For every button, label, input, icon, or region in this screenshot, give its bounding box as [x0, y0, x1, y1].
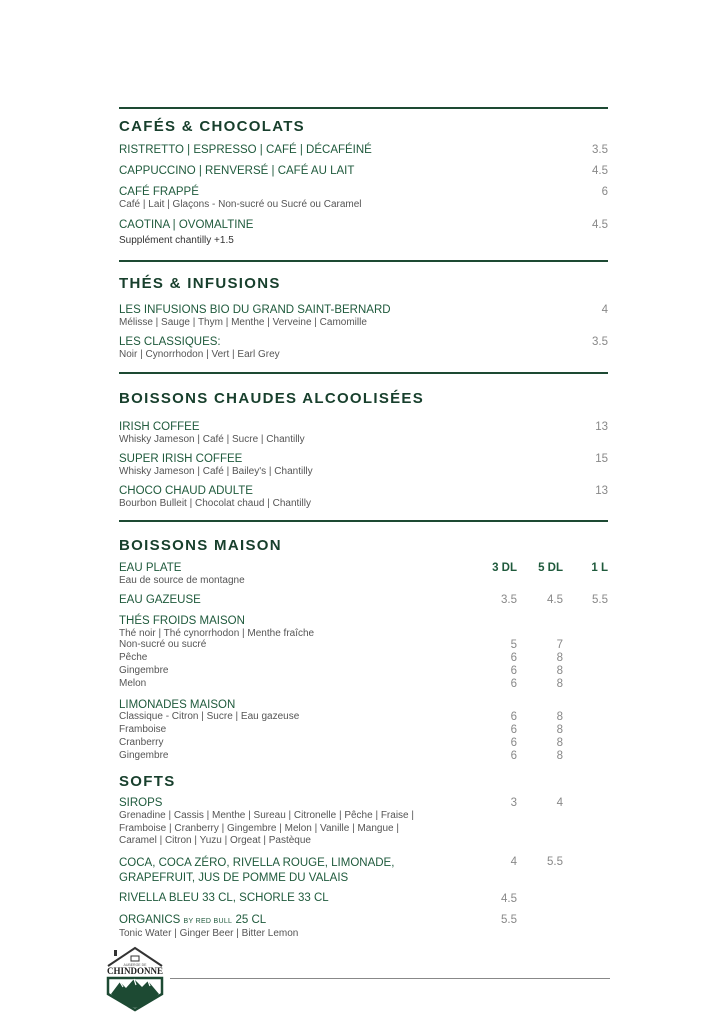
price-line [119, 737, 608, 750]
item-description: Framboise | Cranberry | Gingembre | Melon | Vanille | Mangue | [119, 822, 399, 834]
item-price: 6 [510, 665, 517, 677]
section-divider [119, 520, 608, 522]
item-price: 4 [556, 797, 563, 809]
line-label: Melon [119, 678, 147, 689]
item-price: 3.5 [501, 594, 517, 606]
item-name: LIMONADES MAISON [119, 699, 236, 711]
item-price: 15 [595, 453, 608, 465]
item-price: 6 [601, 186, 608, 198]
menu-item [119, 615, 608, 641]
menu-item [119, 304, 608, 330]
item-price: 6 [510, 652, 517, 664]
item-name: CAFÉ FRAPPÉ [119, 186, 199, 198]
menu-item [119, 421, 608, 447]
item-name: CAOTINA | OVOMALTINE [119, 219, 254, 231]
item-name: COCA, COCA ZÉRO, RIVELLA ROUGE, LIMONADE, [119, 857, 395, 869]
item-description: Caramel | Citron | Yuzu | Orgeat | Pastèque [119, 835, 311, 847]
item-price: 13 [595, 485, 608, 497]
price-line [119, 724, 608, 737]
item-price: 8 [556, 711, 563, 723]
section-divider [119, 372, 608, 374]
item-description: Bourbon Bulleit | Chocolat chaud | Chantilly [119, 498, 311, 509]
menu-item [119, 186, 608, 212]
section-divider [119, 107, 608, 109]
section-title: SOFTS [119, 773, 176, 790]
section-title: THÉS & INFUSIONS [119, 275, 281, 292]
item-price: 5.5 [501, 914, 517, 926]
price-line [119, 711, 608, 724]
chindonne-logo [102, 944, 168, 1014]
item-name [119, 914, 608, 928]
item-price: 3.5 [592, 336, 608, 348]
item-price: 5.5 [547, 856, 563, 868]
menu-item [119, 562, 608, 588]
item-price: 8 [556, 652, 563, 664]
item-name: SUPER IRISH COFFEE [119, 453, 243, 465]
footer-divider [170, 978, 610, 979]
item-name: EAU PLATE [119, 562, 182, 574]
line-label: Gingembre [119, 665, 169, 676]
item-price: 8 [556, 724, 563, 736]
item-description: Supplément chantilly +1.5 [119, 235, 234, 246]
item-name: SIROPS [119, 797, 163, 809]
item-description: Whisky Jameson | Café | Bailey's | Chantilly [119, 466, 313, 477]
item-description: Tonic Water | Ginger Beer | Bitter Lemon [119, 928, 299, 939]
item-price: 6 [510, 737, 517, 749]
line-label: Framboise [119, 724, 167, 735]
menu-item [119, 856, 608, 886]
column-header-1l: 1 L [591, 562, 608, 574]
item-name-brand: BY RED BULL [183, 918, 233, 925]
price-line [119, 639, 608, 652]
item-price: 4.5 [592, 165, 608, 177]
item-name: LES CLASSIQUES: [119, 336, 221, 348]
item-price: 3.5 [592, 144, 608, 156]
item-price: 4 [510, 856, 517, 868]
item-price: 8 [556, 678, 563, 690]
item-description: Mélisse | Sauge | Thym | Menthe | Verveine | Camomille [119, 317, 367, 328]
price-line [119, 665, 608, 678]
item-price: 6 [510, 678, 517, 690]
menu-item [119, 144, 608, 157]
item-description: Noir | Cynorrhodon | Vert | Earl Grey [119, 349, 280, 360]
section-title: BOISSONS MAISON [119, 537, 282, 554]
price-line [119, 750, 608, 763]
item-description: Thé noir | Thé cynorrhodon | Menthe fraîche [119, 628, 315, 639]
item-price: 4.5 [592, 219, 608, 231]
line-label: Pêche [119, 652, 148, 663]
item-description: Café | Lait | Glaçons - Non-sucré ou Sucré ou Caramel [119, 199, 362, 210]
item-price: 5.5 [592, 594, 608, 606]
item-price: 6 [510, 724, 517, 736]
item-name: CHOCO CHAUD ADULTE [119, 485, 253, 497]
section-title: CAFÉS & CHOCOLATS [119, 118, 305, 135]
item-description: Whisky Jameson | Café | Sucre | Chantilly [119, 434, 305, 445]
section-title: BOISSONS CHAUDES ALCOOLISÉES [119, 390, 425, 407]
item-price: 7 [556, 639, 563, 651]
item-price: 8 [556, 665, 563, 677]
item-name-main: ORGANICS [119, 914, 181, 926]
menu-item [119, 219, 608, 248]
item-price: 8 [556, 750, 563, 762]
price-line [119, 678, 608, 691]
item-name: GRAPEFRUIT, JUS DE POMME DU VALAIS [119, 872, 349, 884]
column-header-3dl: 3 DL [492, 562, 517, 574]
price-line [119, 652, 608, 665]
logo-name: CHINDONNE [106, 966, 164, 976]
column-header-5dl: 5 DL [538, 562, 563, 574]
line-label: Classique - Citron | Sucre | Eau gazeuse [119, 711, 300, 722]
item-price: 4 [601, 304, 608, 316]
item-price: 13 [595, 421, 608, 433]
menu-item [119, 485, 608, 511]
item-name: CAPPUCCINO | RENVERSÉ | CAFÉ AU LAIT [119, 165, 355, 177]
item-name-size: 25 CL [235, 914, 267, 926]
menu-item [119, 453, 608, 479]
item-price: 5 [510, 639, 517, 651]
line-label: Cranberry [119, 737, 164, 748]
item-price: 4.5 [501, 893, 517, 905]
logo-subtitle: AUBERGE DE [123, 963, 147, 967]
menu-item [119, 336, 608, 362]
item-name: RIVELLA BLEU 33 CL, SCHORLE 33 CL [119, 892, 329, 904]
section-divider [119, 260, 608, 262]
menu-item [119, 892, 608, 905]
item-price: 8 [556, 737, 563, 749]
menu-item [119, 914, 608, 941]
menu-item [119, 594, 608, 607]
item-description: Grenadine | Cassis | Menthe | Sureau | Citronelle | Pêche | Fraise | [119, 810, 414, 821]
menu-item [119, 797, 608, 848]
item-price: 6 [510, 711, 517, 723]
item-description: Eau de source de montagne [119, 575, 245, 586]
item-price: 4.5 [547, 594, 563, 606]
line-label: Gingembre [119, 750, 169, 761]
menu-item [119, 165, 608, 178]
item-price: 6 [510, 750, 517, 762]
line-label: Non-sucré ou sucré [119, 639, 207, 650]
item-price: 3 [510, 797, 517, 809]
item-name: LES INFUSIONS BIO DU GRAND SAINT-BERNARD [119, 304, 391, 316]
item-name: RISTRETTO | ESPRESSO | CAFÉ | DÉCAFÉINÉ [119, 144, 372, 156]
item-name: IRISH COFFEE [119, 421, 200, 433]
item-name: EAU GAZEUSE [119, 594, 201, 606]
item-name: THÉS FROIDS MAISON [119, 615, 245, 627]
